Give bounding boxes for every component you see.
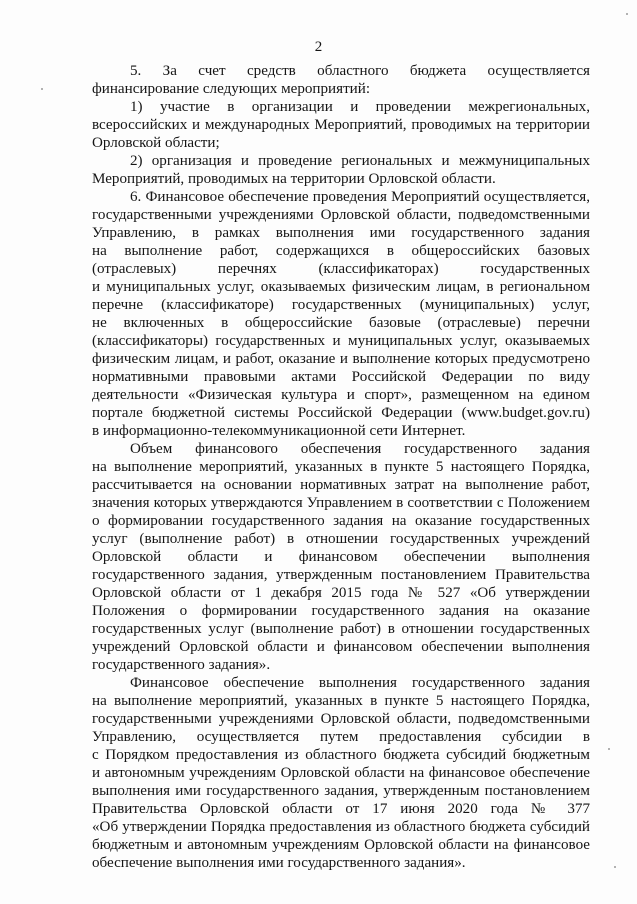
text-line: 6. Финансовое обеспечение проведения Мероприятий осуществляется,	[130, 189, 590, 205]
text-line: всероссийских и международных Мероприятий, проводимых на территории	[92, 117, 590, 133]
text-line: физическим лицам, и работ, оказание и выполнение которых предусмотрено	[92, 351, 590, 367]
scan-speck	[626, 13, 628, 15]
text-line: и автономным учреждениям Орловской области на финансовое обеспечение	[92, 765, 590, 781]
text-line: деятельности «Физическая культура и спорт», размещенном на едином	[92, 387, 590, 403]
document-body	[92, 62, 590, 872]
text-line: государственными учреждениями Орловской области, подведомственными	[92, 711, 590, 727]
text-line: выполнения ими государственного задания, утвержденным постановлением	[92, 783, 590, 799]
text-line: портале бюджетной системы Российской Федерации (www.budget.gov.ru)	[92, 405, 590, 421]
text-line: государственного задания».	[92, 657, 271, 673]
text-line: на выполнение работ, содержащихся в общероссийских базовых	[92, 243, 590, 259]
text-line: на выполнение мероприятий, указанных в пункте 5 настоящего Порядка,	[92, 693, 590, 709]
text-line: Мероприятий, проводимых на территории Орловской области.	[92, 171, 496, 187]
scan-speck	[608, 748, 610, 750]
text-line: не включенных в общероссийские базовые (отраслевые) перечни	[92, 315, 590, 331]
text-line: государственных услуг (выполнение работ) в отношении государственных	[92, 621, 590, 637]
text-line: на выполнение мероприятий, указанных в пункте 5 настоящего Порядка,	[92, 459, 590, 475]
text-line: Управлению, осуществляется путем предоставления субсидии в	[92, 729, 590, 745]
text-line: бюджетным и автономным учреждениям Орловской области на финансовое	[92, 837, 590, 853]
text-line: Орловской области;	[92, 135, 220, 151]
text-line: обеспечение выполнения ими государственного задания».	[92, 855, 466, 871]
text-line: (отраслевых) перечнях (классификаторах) государственных	[92, 261, 590, 277]
text-line: 2) организация и проведение региональных и межмуниципальных	[130, 153, 590, 169]
text-line: Управлению, в рамках выполнения ими государственного задания	[92, 225, 590, 241]
text-line: Объем финансового обеспечения государственного задания	[130, 441, 590, 457]
text-line: Правительства Орловской области от 17 июня 2020 года № 377	[92, 801, 590, 817]
text-line: 1) участие в организации и проведении межрегиональных,	[130, 99, 590, 115]
text-line: о формировании государственного задания на оказание государственных	[92, 513, 590, 529]
text-line: государственными учреждениями Орловской области, подведомственными	[92, 207, 590, 223]
text-line: рассчитывается на основании нормативных затрат на выполнение работ,	[92, 477, 590, 493]
text-line: учреждений Орловской области и финансовом обеспечении выполнения	[92, 639, 590, 655]
scan-speck	[614, 866, 616, 868]
text-line: финансирование следующих мероприятий:	[92, 81, 371, 97]
text-line: Орловской области и финансовом обеспечении выполнения	[92, 549, 590, 565]
text-line: перечне (классификаторе) государственных (муниципальных) услуг,	[92, 297, 590, 313]
text-line: 5. За счет средств областного бюджета осуществляется	[130, 63, 590, 79]
text-line: значения которых утверждаются Управлением в соответствии с Положением	[92, 495, 590, 511]
text-line: Положения о формировании государственного задания на оказание	[92, 603, 590, 619]
page-number: 2	[314, 39, 323, 55]
text-line: государственного задания, утвержденным постановлением Правительства	[92, 567, 590, 583]
text-line: Орловской области от 1 декабря 2015 года № 527 «Об утверждении	[92, 585, 590, 601]
scan-speck	[41, 88, 43, 90]
text-line: в информационно-телекоммуникационной сети Интернет.	[92, 423, 466, 439]
text-line: нормативными правовыми актами Российской Федерации по виду	[92, 369, 590, 385]
text-line: с Порядком предоставления из областного бюджета субсидий бюджетным	[92, 747, 590, 763]
text-line: и муниципальных услуг, оказываемых физическим лицам, в региональном	[92, 279, 590, 295]
text-line: услуг (выполнение работ) в отношении государственных учреждений	[92, 531, 590, 547]
text-line: «Об утверждении Порядка предоставления из областного бюджета субсидий	[92, 819, 590, 835]
text-line: (классификаторы) государственных и муниципальных услуг, оказываемых	[92, 333, 590, 349]
text-line: Финансовое обеспечение выполнения государственного задания	[130, 675, 590, 691]
